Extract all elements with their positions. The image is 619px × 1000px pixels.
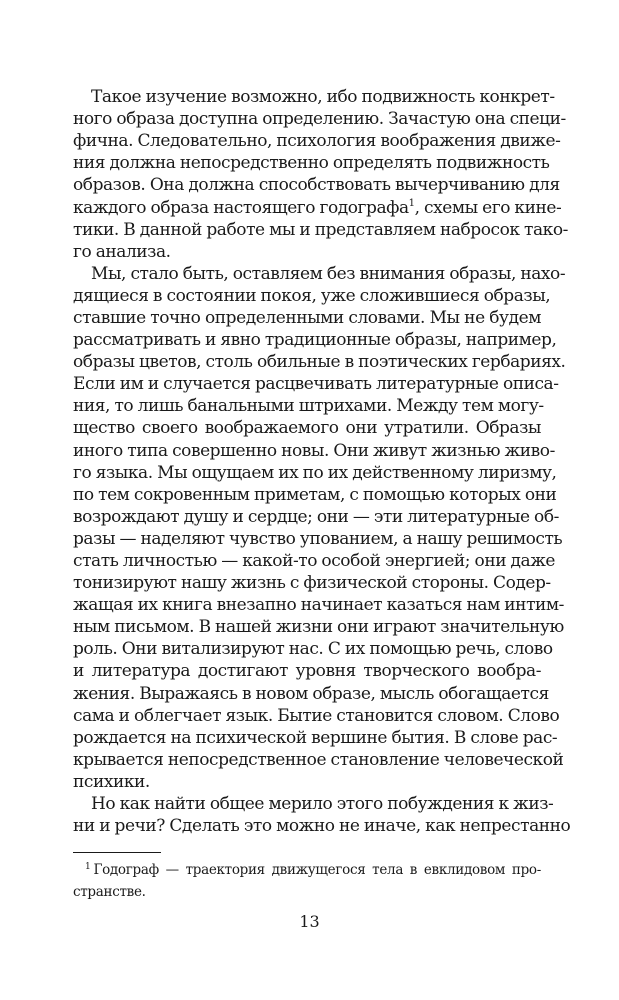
paragraph-2-line-22: рождается на психической вершине бытия. В слове рас- xyxy=(73,727,558,748)
paragraph-1-line-1: Такое изучение возможно, ибо подвижность конкрет- xyxy=(91,87,555,107)
paragraph-2-line-15: тонизируют нашу жизнь с физической стороны. Содер- xyxy=(73,573,551,593)
paragraph-1-line-7: тики. В данной работе мы и представляем набросок тако- xyxy=(73,219,568,240)
paragraph-2-line-24: психики. xyxy=(73,771,150,792)
paragraph-2-line-1: Мы, стало быть, оставляем без внимания образы, нахо- xyxy=(91,263,566,284)
footnote-reference: 1 xyxy=(408,197,415,209)
paragraph-2-line-16: жащая их книга внезапно начинает казаться нам интим- xyxy=(73,595,564,616)
paragraph-2-line-19: и литература достигают уровня творческого вообра- xyxy=(73,661,541,682)
paragraph-2-line-9: иного типа совершенно новы. Они живут жизнью живо- xyxy=(73,440,555,461)
paragraph-1-line-6: каждого образа настоящего годографа$^1$, схемы его кине- xyxy=(73,197,562,218)
paragraph-2-line-6: Если им и случается расцвечивать литературные описа- xyxy=(73,374,559,395)
paragraph-1-line-3: фична. Следовательно, психология воображения движе- xyxy=(73,131,561,152)
paragraph-2-line-4: рассматривать и явно традиционные образы, например, xyxy=(73,330,557,350)
paragraph-2-line-13: разы — наделяют чувство упованием, а нашу решимость xyxy=(73,528,563,549)
paragraph-2-line-10: го языка. Мы ощущаем их по их действенному лиризму, xyxy=(73,462,557,483)
paragraph-2-line-11: по тем сокровенным приметам, с помощью которых они xyxy=(73,484,557,505)
paragraph-2-line-5: образы цветов, столь обильные в поэтических гербариях. xyxy=(73,352,566,373)
paragraph-1-line-4: ния должна непосредственно определять подвижность xyxy=(73,153,550,174)
page-number: 13 xyxy=(299,912,320,931)
footnote-line-1: $^1$ Годограф — траектория движущегося тела в евклидовом про- xyxy=(85,862,541,878)
footnote-rule xyxy=(73,852,161,853)
paragraph-2-line-14: стать личностью — какой-то особой энергией; они даже xyxy=(73,550,556,571)
paragraph-2-line-2: дящиеся в состоянии покоя, уже сложившиеся образы, xyxy=(73,285,551,306)
paragraph-2-line-3: ставшие точно определенными словами. Мы не будем xyxy=(73,307,541,328)
paragraph-2-line-21: сама и облегчает язык. Бытие становится словом. Слово xyxy=(73,705,560,726)
paragraph-1-line-8: го анализа. xyxy=(73,241,171,262)
footnote-line-2: странстве. xyxy=(73,884,146,900)
paragraph-1-line-5: образов. Она должна способствовать вычерчиванию для xyxy=(73,175,560,196)
paragraph-2-line-17: ным письмом. В нашей жизни они играют значительную xyxy=(73,617,564,638)
footnote-marker: 1 xyxy=(85,862,91,872)
paragraph-2-line-12: возрождают душу и сердце; они — эти литературные об- xyxy=(73,506,559,527)
paragraph-2-line-18: роль. Они витализируют нас. С их помощью речь, слово xyxy=(73,639,553,660)
paragraph-2-line-20: жения. Выражаясь в новом образе, мысль обогащается xyxy=(73,683,549,704)
paragraph-3-line-2: ни и речи? Сделать это можно не иначе, как непрестанно xyxy=(73,816,571,836)
paragraph-2-line-7: ния, то лишь банальными штрихами. Между тем могу- xyxy=(73,396,544,417)
paragraph-1-line-2: ного образа доступна определению. Зачастую она специ- xyxy=(73,109,566,130)
paragraph-3-line-1: Но как найти общее мерило этого побуждения к жиз- xyxy=(91,793,554,814)
paragraph-2-line-8: щество своего воображаемого они утратили. Образы xyxy=(73,418,541,439)
paragraph-2-line-23: крывается непосредственное становление человеческой xyxy=(73,749,564,770)
